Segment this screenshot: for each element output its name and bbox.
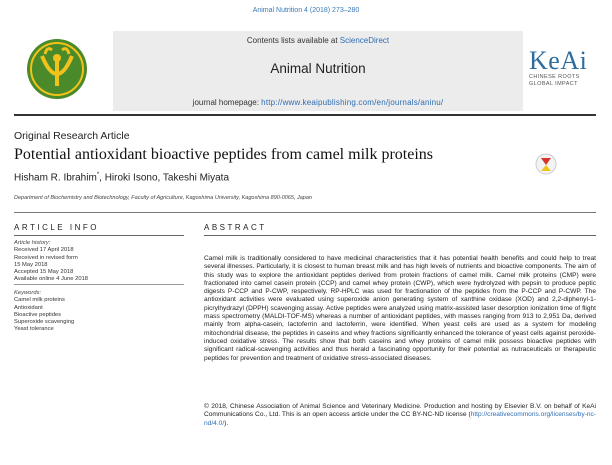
journal-homepage [113, 98, 523, 107]
article-history [14, 240, 164, 284]
history-revised-date: 15 May 2018 [14, 261, 48, 268]
keyword-item: Bioactive peptides [14, 311, 62, 318]
publisher-tagline-1: CHINESE ROOTS [529, 74, 580, 80]
affiliation: Department of Biochemistry and Biotechnology, Faculty of Agriculture, Kagoshima University, Kagoshima 890-0065, Japan [14, 195, 312, 201]
contents-line [113, 36, 523, 45]
author-1[interactable]: Hisham R. Ibrahim [14, 172, 97, 184]
abstract-rule [204, 235, 596, 236]
history-revised: Received in revised form [14, 254, 78, 261]
history-available: Available online 4 June 2018 [14, 276, 89, 283]
keywords [14, 290, 164, 334]
abstract-heading: ABSTRACT [204, 223, 267, 232]
author-list [14, 172, 229, 183]
history-accepted: Accepted 15 May 2018 [14, 269, 74, 276]
history-received: Received 17 April 2018 [14, 247, 74, 254]
animal-nutrition-logo-icon [14, 32, 100, 106]
article-info-heading: ARTICLE INFO [14, 223, 99, 232]
journal-title: Animal Nutrition [270, 61, 366, 76]
keywords-rule [14, 284, 184, 285]
section-rule [14, 212, 596, 213]
crossmark-icon[interactable] [535, 153, 557, 175]
journal-logo [14, 32, 100, 106]
contents-prefix: Contents lists available at [246, 36, 340, 45]
homepage-url-link[interactable]: http://www.keaipublishing.com/en/journals/aninu/ [261, 98, 444, 107]
keyword-item: Antioxidant [14, 304, 43, 311]
keyword-item: Superoxide scavenging [14, 319, 75, 326]
homepage-label: journal homepage: [192, 98, 262, 107]
corresponding-author-mark[interactable]: * [96, 172, 100, 178]
keyword-item: Yeast tolerance [14, 326, 54, 333]
copyright-notice [204, 403, 596, 428]
history-label: Article history: [14, 240, 51, 246]
abstract-text: Camel milk is traditionally considered to have medicinal characteristics that it has potential health benefits and could help to treat several illnesses. Particularly, it is closest to human breast milk and has high levels of nutrients and bioactive components. The aim of this study was to explore the antioxidant peptides derived from protein fractions of camel milk. Camel milk proteins (CMP) were fractionated into camel casein protein (CCP) and camel whey protein (CWP), which were hydrolyzed with pepsin to produce peptic digests P-CCP and P-CWP, respectively. RP-HPLC was used for fractionation of the peptides from the P-CCP and P-CWP. The antioxidant activities were evaluated using superoxide anion generating system of xanthine oxidase (XOD) and 2,2-diphenyl-1-picrylhydrazyl (DPPH) scavenging assay. Active peptides were analyzed using matrix-assisted laser desorption ionization time of flight mass spectrometry (MALDI-TOF-MS) whereas a number of antioxidant peptides, with masses ranging from 913 to 2,951 Da, derived mainly from alpha-casein, lactoferrin and lactoferrin, were identified. When yeast cells are used as a system for modeling mitochondrial disease, the peptides in caseins and whey fractions significantly enhanced the tolerance of yeast cells against peroxide-induced oxidative stress. The results show that both caseins and whey proteins of camel milk possess bioactive peptides with significant radical-scavenging activities and thus herald a fascinating opportunity for their potential as nutraceuticals or therapeutic peptides for prevention and treatment of oxidative stress-associated diseases. [204, 255, 596, 362]
header-rule [14, 114, 596, 116]
publisher-tagline-2: GLOBAL IMPACT [529, 81, 578, 87]
article-info-rule [14, 235, 184, 236]
journal-citation[interactable]: Animal Nutrition 4 (2018) 273–280 [252, 7, 360, 14]
license-link[interactable]: http://creativecommons.org/licenses/by-nc-nd/4.0/ [204, 411, 596, 427]
publisher-name: KeAi [529, 46, 588, 75]
copyright-end: ). [224, 419, 229, 427]
article-type: Original Research Article [14, 130, 130, 142]
keyword-item: Camel milk proteins [14, 297, 65, 304]
publisher-logo [529, 48, 609, 88]
sciencedirect-link[interactable]: ScienceDirect [339, 36, 390, 45]
other-authors: , Hiroki Isono, Takeshi Miyata [99, 172, 230, 184]
copyright-text: © 2018, Chinese Association of Animal Science and Veterinary Medicine. Production and hosting by Elsevier B.V. on behalf of KeAi Communications Co., Ltd. This is an open access article under the CC BY-NC-ND license ( [204, 403, 596, 419]
keywords-label: Keywords: [14, 290, 42, 296]
article-title: Potential antioxidant bioactive peptides from camel milk proteins [14, 146, 434, 163]
